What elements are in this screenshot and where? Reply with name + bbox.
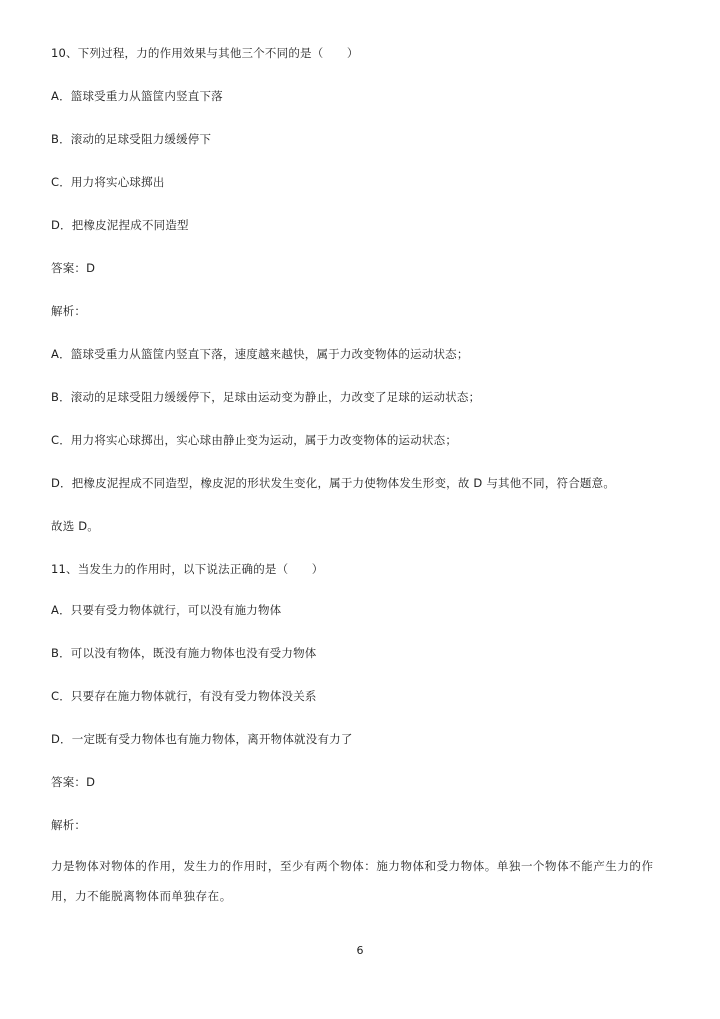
question-10-analysis-a: A．篮球受重力从篮筐内竖直下落，速度越来越快，属于力改变物体的运动状态； [51,347,469,361]
question-10-stem: 10、下列过程，力的作用效果与其他三个不同的是（ ） [51,46,359,60]
question-10-analysis-c: C．用力将实心球掷出，实心球由静止变为运动，属于力改变物体的运动状态； [51,433,458,447]
question-10-option-b: B．滚动的足球受阻力缓缓停下 [51,132,212,146]
question-10-conclusion: 故选 D。 [51,519,100,533]
question-11-analysis-text: 力是物体对物体的作用，发生力的作用时，至少有两个物体：施力物体和受力物体。单独一个物体不能产生力的作用，力不能脱离物体而单独存在。 [51,859,654,903]
question-10-analysis-label: 解析： [51,304,87,318]
question-11-stem: 11、当发生力的作用时，以下说法正确的是（ ） [51,562,324,576]
question-11-option-c: C．只要存在施力物体就行，有没有受力物体没关系 [51,689,317,703]
question-11-analysis-label: 解析： [51,818,87,832]
question-10-option-d: D．把橡皮泥捏成不同造型 [51,218,189,232]
question-11-answer: 答案：D [51,775,96,789]
question-11-option-a: A．只要有受力物体就行，可以没有施力物体 [51,603,282,617]
question-10-answer: 答案：D [51,261,96,275]
question-11-option-b: B．可以没有物体，既没有施力物体也没有受力物体 [51,646,317,660]
question-10-analysis-b: B．滚动的足球受阻力缓缓停下，足球由运动变为静止，力改变了足球的运动状态； [51,390,481,404]
page-number: 6 [356,944,364,957]
question-10-option-a: A．篮球受重力从篮筐内竖直下落 [51,89,223,103]
question-10-analysis-d: D．把橡皮泥捏成不同造型，橡皮泥的形状发生变化，属于力使物体发生形变，故 D 与其他不同，符合题意。 [51,476,616,490]
question-10-option-c: C．用力将实心球掷出 [51,175,165,189]
question-11-option-d: D．一定既有受力物体也有施力物体，离开物体就没有力了 [51,732,353,746]
